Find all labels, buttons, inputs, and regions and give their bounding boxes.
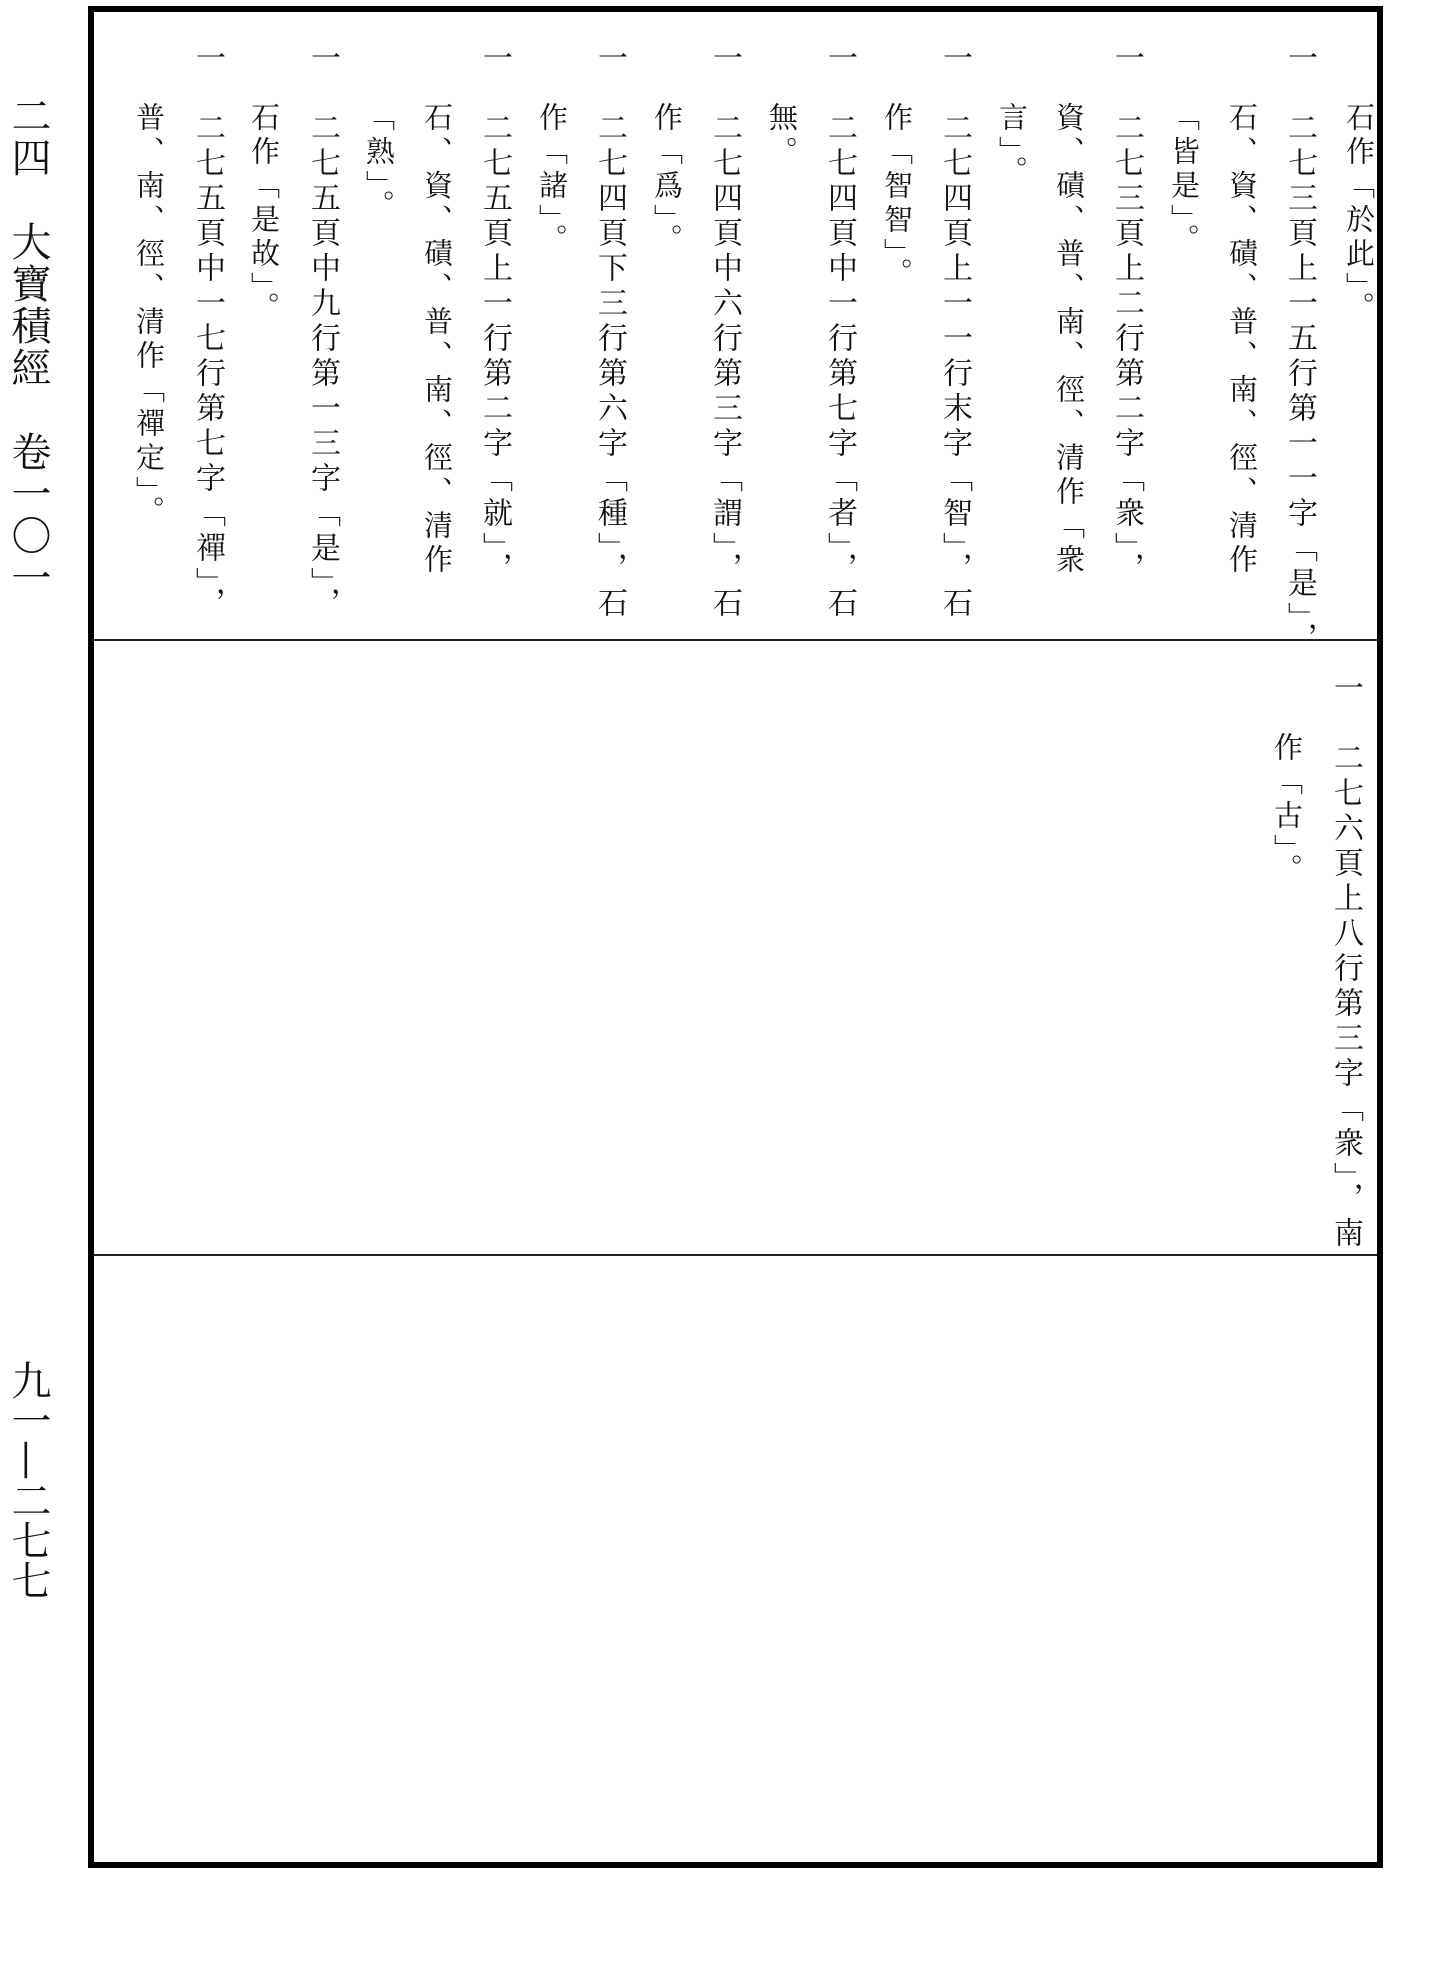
note-column: 一 二七六頁上八行第三字「衆」，南	[1328, 672, 1363, 1252]
note-column: 一 二七四頁中六行第三字「謂」，石	[707, 42, 742, 622]
note-column: 無。	[765, 102, 799, 170]
margin-page-number: 九一—二七七	[5, 1360, 51, 1600]
note-column: 一 二七五頁中九行第一三字「是」，	[305, 42, 340, 622]
note-column: 石作「是故」。	[247, 102, 281, 326]
note-column: 一 二七三頁上一五行第一一字「是」，	[1282, 42, 1317, 657]
note-column: 石、資、磧、普、南、徑、清作	[1225, 102, 1259, 578]
note-column: 言」。	[995, 102, 1029, 190]
note-column: 一 二七四頁中一行第七字「者」，石	[822, 42, 857, 622]
note-column: 一 二七五頁上一行第二字「就」，	[477, 42, 512, 587]
note-column: 作「古」。	[1270, 732, 1304, 888]
note-column: 作「諸」。	[535, 102, 569, 258]
note-column: 一 二七四頁下三行第六字「種」，石	[592, 42, 627, 622]
note-column: 「熟」。	[362, 102, 396, 224]
note-column: 一 二七五頁中一七行第七字「禪」，	[190, 42, 225, 622]
note-column: 「皆是」。	[1167, 102, 1201, 258]
note-column: 一 二七四頁上一一行末字「智」，石	[937, 42, 972, 622]
note-column: 石作「於此」。	[1342, 102, 1376, 326]
note-column: 石、資、磧、普、南、徑、清作	[420, 102, 454, 578]
page-frame	[88, 6, 1383, 1868]
section-divider-2	[94, 1254, 1377, 1256]
note-column: 作「爲」。	[650, 102, 684, 258]
note-column: 一 二七三頁上二行第二字「衆」，	[1109, 42, 1144, 587]
note-column: 普、南、徑、清作「禪定」。	[132, 102, 166, 530]
section-divider-1	[94, 639, 1377, 641]
note-column: 作「智智」。	[880, 102, 914, 292]
margin-title: 二四 大寶積經 卷一〇一	[5, 95, 51, 599]
note-column: 資、磧、普、南、徑、清作「衆	[1052, 102, 1086, 578]
